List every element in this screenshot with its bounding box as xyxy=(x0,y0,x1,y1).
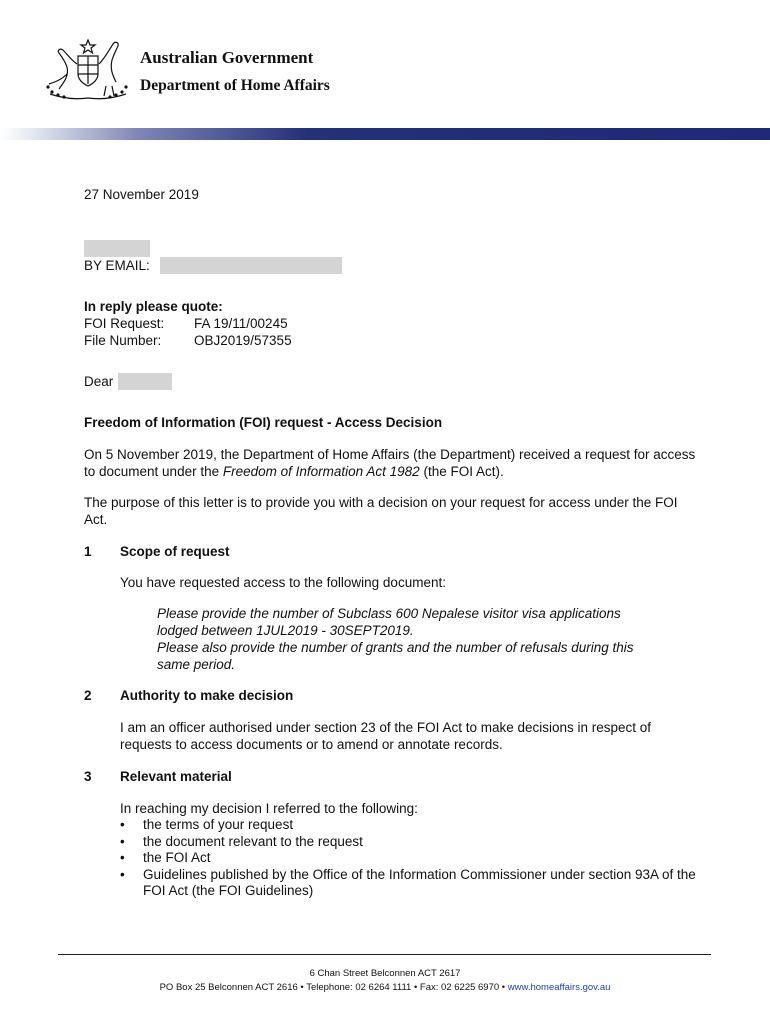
redacted-name-block xyxy=(84,240,150,257)
by-email-label: BY EMAIL: xyxy=(84,258,150,273)
section-2-title: Authority to make decision xyxy=(120,688,294,703)
redacted-email-block xyxy=(160,257,342,274)
salutation: Dear xyxy=(84,374,114,389)
intro-paragraph-2: The purpose of this letter is to provide you with a decision on your request for access under the FOI Act. xyxy=(84,495,678,527)
section-3-title: Relevant material xyxy=(120,769,232,784)
list-item: • the document relevant to the request xyxy=(120,834,700,851)
section-2-body: I am an officer authorised under section 23 of the FOI Act to make decisions in respect of requests to access documents or to amend or annotate records. xyxy=(120,720,652,752)
website-link[interactable]: www.homeaffairs.gov.au xyxy=(507,982,611,993)
file-number-value: OBJ2019/57355 xyxy=(194,333,292,348)
section-3-body: In reaching my decision I referred to the following: xyxy=(120,801,418,816)
footer-divider xyxy=(58,954,711,955)
relevant-material-list xyxy=(120,817,700,900)
section-1-number: 1 xyxy=(84,544,92,559)
redacted-salutation-name xyxy=(118,373,172,390)
footer-address-line: 6 Chan Street Belconnen ACT 2617 xyxy=(309,968,461,979)
section-1-title: Scope of request xyxy=(120,544,230,559)
government-name: Australian Government xyxy=(140,48,314,67)
coat-of-arms-logo xyxy=(40,34,134,104)
section-1-body: You have requested access to the following document: xyxy=(120,575,446,590)
request-quote-line-3: Please also provide the number of grants and the number of refusals during this xyxy=(157,640,634,655)
reply-quote-heading: In reply please quote: xyxy=(84,299,223,314)
letter-date: 27 November 2019 xyxy=(84,187,199,202)
list-item: • Guidelines published by the Office of the Information Commissioner under section 93A of the FOI Act (the FOI Guidelines) xyxy=(120,867,700,900)
request-quote-line-1: Please provide the number of Subclass 600 Nepalese visitor visa applications xyxy=(157,606,621,621)
file-number-label: File Number: xyxy=(84,333,162,348)
request-quote-line-4: same period. xyxy=(157,657,236,672)
section-3-number: 3 xyxy=(84,769,92,784)
list-item: • the terms of your request xyxy=(120,817,700,834)
list-item: • the FOI Act xyxy=(120,850,700,867)
foi-request-label: FOI Request: xyxy=(84,316,165,331)
footer-contact-line: PO Box 25 Belconnen ACT 2616 • Telephone: 02 6264 1111 • Fax: 02 6225 6970 • www.homeaffairs.gov.au xyxy=(159,982,611,993)
section-2-number: 2 xyxy=(84,688,92,703)
foi-request-value: FA 19/11/00245 xyxy=(194,316,288,331)
request-quote-line-2: lodged between 1JUL2019 - 30SEPT2019. xyxy=(157,623,414,638)
header-band xyxy=(0,128,770,140)
intro-paragraph-1: On 5 November 2019, the Department of Home Affairs (the Department) received a request for access to document under the Freedom of Information Act 1982 (the FOI Act). xyxy=(84,447,696,479)
subject-heading: Freedom of Information (FOI) request - Access Decision xyxy=(84,415,443,430)
department-name: Department of Home Affairs xyxy=(140,77,330,94)
